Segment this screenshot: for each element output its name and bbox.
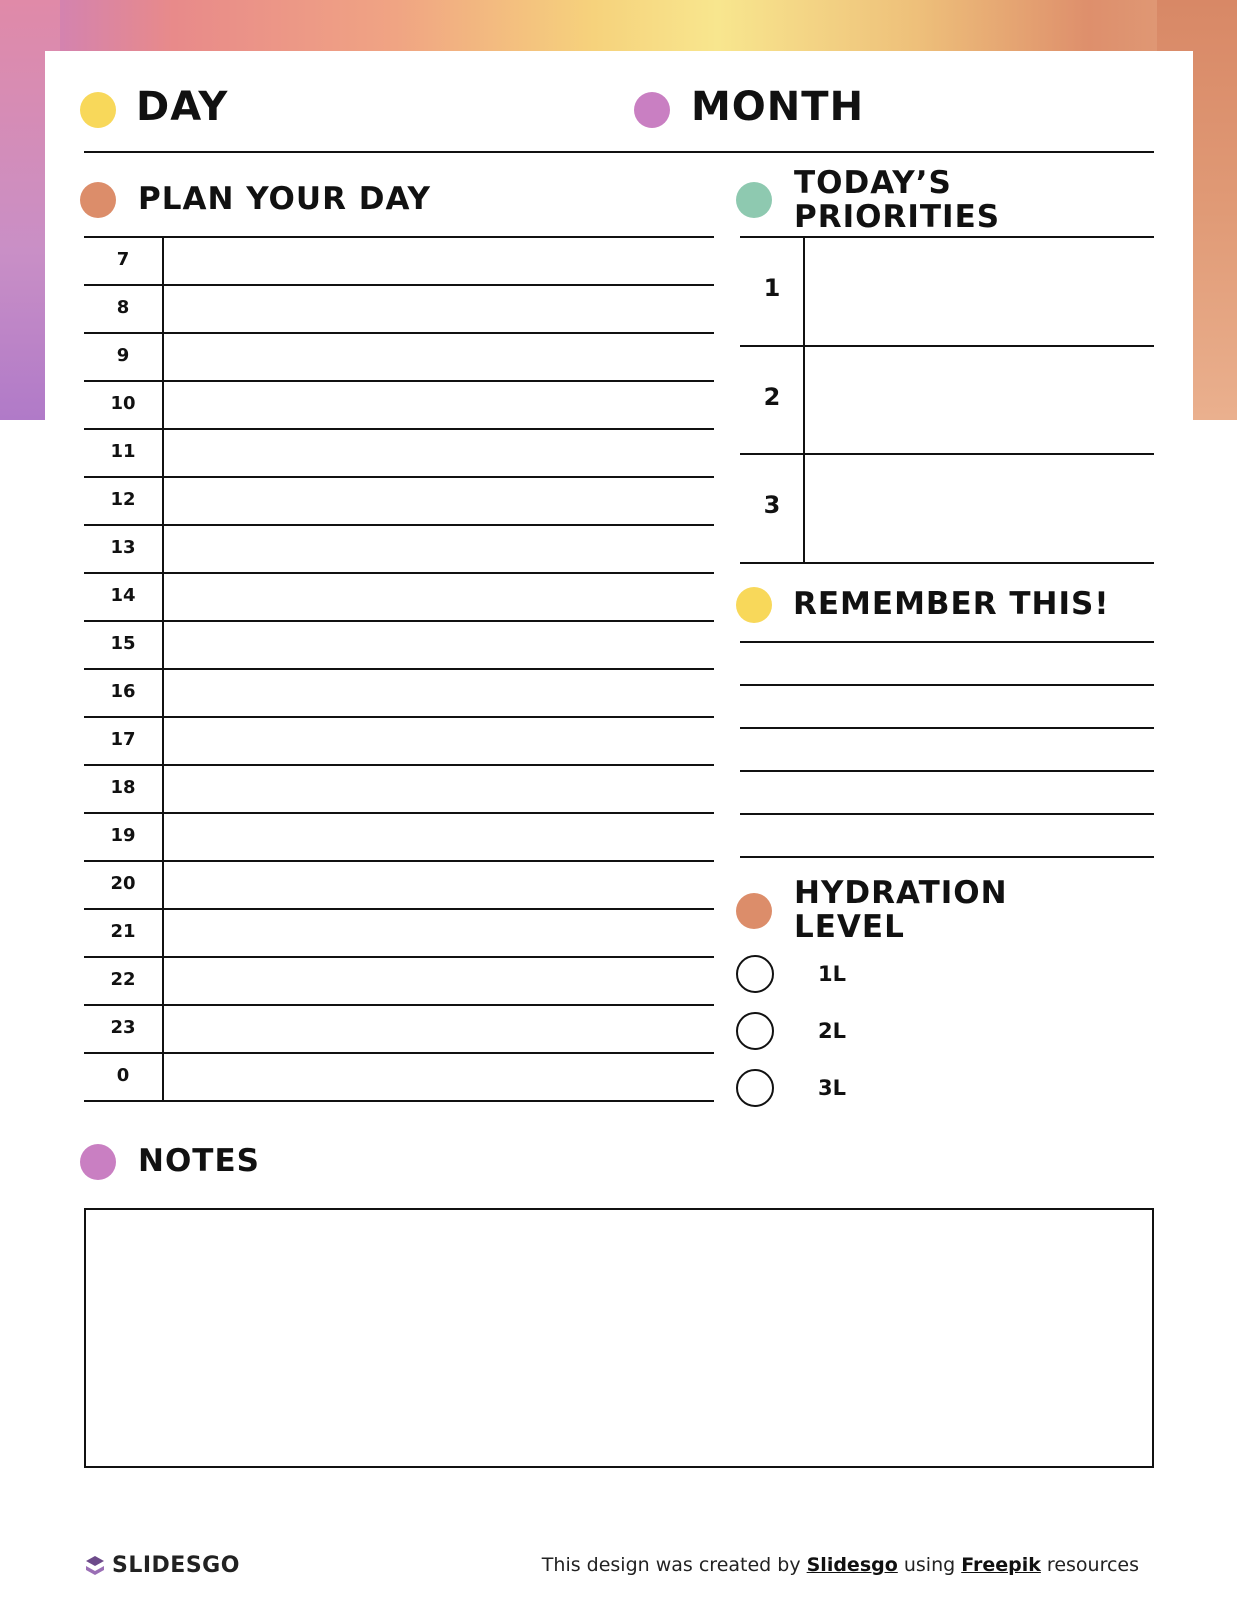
priority-number: 1 xyxy=(763,274,781,302)
hour-rule xyxy=(84,1100,714,1102)
hydration-label: 3L xyxy=(818,1076,846,1100)
hour-slot[interactable] xyxy=(164,430,714,476)
hour-slot[interactable] xyxy=(164,670,714,716)
credit-suffix: resources xyxy=(1046,1554,1139,1576)
remember-line[interactable] xyxy=(740,641,1154,643)
hour-slot[interactable] xyxy=(164,1054,714,1100)
priority-rule xyxy=(740,562,1154,564)
priority-number: 2 xyxy=(763,382,781,411)
hour-label: 7 xyxy=(116,249,130,270)
remember-title: REMEMBER THIS! xyxy=(793,586,1110,622)
hour-label: 22 xyxy=(110,969,136,990)
remember-line[interactable] xyxy=(740,770,1154,772)
hour-slot[interactable] xyxy=(164,718,714,764)
remember-line[interactable] xyxy=(740,684,1154,686)
logo-text: SLIDESGO xyxy=(112,1553,240,1578)
hour-slot[interactable] xyxy=(164,958,714,1004)
priorities-title-line1: TODAY’S xyxy=(794,165,952,201)
hour-slot[interactable] xyxy=(164,814,714,860)
priority-slot[interactable] xyxy=(806,455,1154,559)
priorities-title-line2: PRIORITIES xyxy=(794,199,1001,235)
slidesgo-link[interactable]: Slidesgo xyxy=(806,1554,898,1576)
hour-slot[interactable] xyxy=(164,574,714,620)
slidesgo-logo xyxy=(84,1553,240,1578)
hour-slot[interactable] xyxy=(164,766,714,812)
hydration-title-line1: HYDRATION xyxy=(794,875,1008,911)
freepik-link[interactable]: Freepik xyxy=(961,1554,1041,1576)
hour-label: 19 xyxy=(110,825,136,846)
hour-label: 9 xyxy=(116,345,130,366)
hour-label: 8 xyxy=(116,297,130,318)
notes-title: NOTES xyxy=(138,1143,260,1179)
month-dot xyxy=(634,92,670,128)
credit-line xyxy=(542,1554,1139,1576)
hour-slot[interactable] xyxy=(164,238,714,284)
hour-label: 18 xyxy=(110,777,136,798)
plan-title: PLAN YOUR DAY xyxy=(138,181,431,217)
plan-dot xyxy=(80,182,116,218)
notes-box[interactable] xyxy=(84,1208,1154,1468)
priority-number: 3 xyxy=(763,491,781,519)
hour-label: 14 xyxy=(110,585,136,606)
hour-slot[interactable] xyxy=(164,382,714,428)
remember-line[interactable] xyxy=(740,813,1154,815)
hour-slot[interactable] xyxy=(164,286,714,332)
hydration-checkbox[interactable] xyxy=(736,955,774,993)
hour-slot[interactable] xyxy=(164,622,714,668)
hydration-checkbox[interactable] xyxy=(736,1069,774,1107)
priority-slot[interactable] xyxy=(806,347,1154,451)
remember-dot xyxy=(736,587,772,623)
remember-line[interactable] xyxy=(740,856,1154,858)
month-heading: MONTH xyxy=(691,84,865,130)
hour-slot[interactable] xyxy=(164,334,714,380)
credit-mid: using xyxy=(903,1554,956,1576)
hour-label: 0 xyxy=(116,1065,130,1086)
priorities-dot xyxy=(736,182,772,218)
hour-label: 13 xyxy=(110,537,136,558)
priority-slot[interactable] xyxy=(806,238,1154,342)
hydration-checkbox[interactable] xyxy=(736,1012,774,1050)
hour-label: 10 xyxy=(110,393,136,414)
hour-label: 20 xyxy=(110,873,136,894)
hydration-label: 2L xyxy=(818,1019,846,1043)
hour-slot[interactable] xyxy=(164,910,714,956)
hour-label: 11 xyxy=(110,441,136,462)
hour-slot[interactable] xyxy=(164,1006,714,1052)
hour-label: 15 xyxy=(110,633,136,654)
hour-label: 21 xyxy=(110,921,136,942)
hour-label: 16 xyxy=(110,681,136,702)
hour-slot[interactable] xyxy=(164,862,714,908)
remember-line[interactable] xyxy=(740,727,1154,729)
hour-label: 17 xyxy=(110,729,136,750)
day-dot xyxy=(80,92,116,128)
hour-slot[interactable] xyxy=(164,526,714,572)
slidesgo-logo-icon xyxy=(84,1555,106,1577)
header-rule xyxy=(84,151,1154,153)
credit-prefix: This design was created by xyxy=(541,1554,801,1576)
hydration-title-line2: LEVEL xyxy=(794,909,905,945)
hydration-label: 1L xyxy=(818,962,846,986)
notes-dot xyxy=(80,1144,116,1180)
hydration-dot xyxy=(736,893,772,929)
day-heading: DAY xyxy=(136,84,229,130)
hour-label: 12 xyxy=(110,489,136,510)
hour-slot[interactable] xyxy=(164,478,714,524)
hour-label: 23 xyxy=(110,1017,136,1038)
